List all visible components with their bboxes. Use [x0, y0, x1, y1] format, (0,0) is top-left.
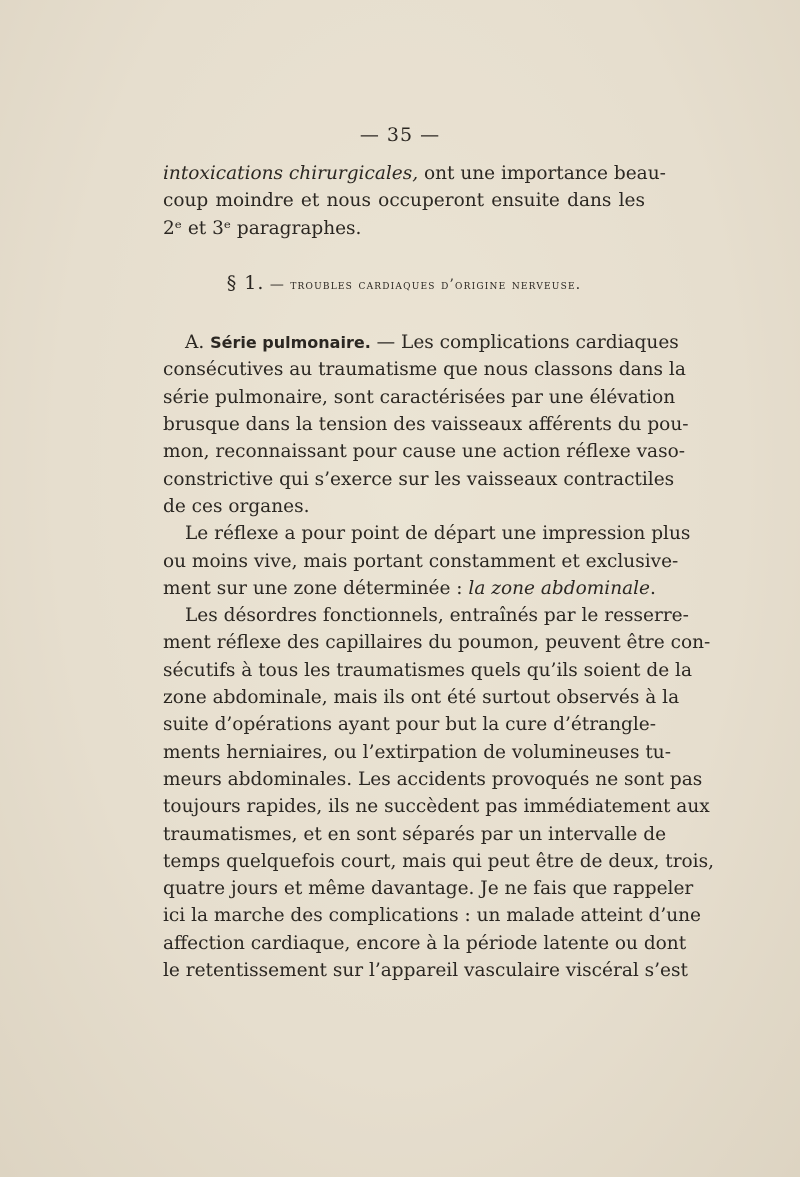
text-line: série pulmonaire, sont caractérisées par une élévation — [163, 386, 676, 408]
text-line: le retentissement sur l’appareil vasculaire viscéral s’est — [163, 960, 688, 982]
text-line: sécutifs à tous les traumatismes quels qu’ils soient de la — [163, 659, 692, 681]
paragraph — [163, 520, 691, 602]
text-line: zone abdominale, mais ils ont été surtout observés à la — [163, 687, 680, 709]
text-line: traumatismes, et en sont séparés par un intervalle de — [163, 823, 667, 845]
text-line: A. Série pulmonaire. — Les complications cardiaques — [185, 332, 679, 354]
text-line: 2ᵉ et 3ᵉ paragraphes. — [163, 217, 362, 239]
section-title: troubles cardiaques d’origine nerveuse. — [290, 276, 582, 293]
text-line: Le réflexe a pour point de départ une impression plus — [185, 523, 691, 545]
page-number: — 35 — — [359, 124, 441, 146]
text-line: ment sur une zone déterminée : la zone abdominale. — [163, 577, 656, 599]
text-line: quatre jours et même davantage. Je ne fais que rappeler — [163, 878, 694, 900]
text-line: ici la marche des complications : un malade atteint d’une — [163, 905, 701, 927]
text-line: ou moins vive, mais portant constamment et exclusive- — [163, 550, 679, 572]
text-line: meurs abdominales. Les accidents provoqués ne sont pas — [163, 768, 703, 790]
text-line: brusque dans la tension des vaisseaux afférents du pou- — [163, 414, 689, 436]
body-text — [163, 160, 714, 984]
text-line: coup moindre et nous occuperont ensuite dans les — [163, 190, 645, 212]
text-line: affection cardiaque, encore à la période latente ou dont — [163, 932, 687, 954]
text-line: suite d’opérations ayant pour but la cure d’étrangle- — [163, 714, 656, 736]
text-line: toujours rapides, ils ne succèdent pas immédiatement aux — [163, 796, 710, 818]
italic-text: intoxications chirurgicales, — [163, 163, 419, 184]
text-line: de ces organes. — [163, 495, 310, 517]
section-heading: § 1. — troubles cardiaques d’origine nerveuse. — [226, 271, 582, 294]
paragraph-continuation — [163, 160, 666, 242]
text-line: constrictive qui s’exerce sur les vaisseaux contractiles — [163, 468, 675, 490]
text-line: temps quelquefois court, mais qui peut être de deux, trois, — [163, 850, 714, 872]
text-line: ments herniaires, ou l’extirpation de volumineuses tu- — [163, 741, 671, 763]
text-line: consécutives au traumatisme que nous classons dans la — [163, 359, 686, 381]
text-line: intoxications chirurgicales, ont une importance beau- — [163, 163, 666, 184]
text-line: mon, reconnaissant pour cause une action réflexe vaso- — [163, 441, 685, 463]
paragraph — [163, 329, 689, 520]
subsection-title: Série pulmonaire. — [210, 333, 371, 353]
paragraph — [163, 602, 714, 984]
text-line: Les désordres fonctionnels, entraînés par le resserre- — [185, 605, 689, 627]
text-line: ment réflexe des capillaires du poumon, peuvent être con- — [163, 632, 711, 654]
section-number: § 1. — [226, 271, 265, 294]
italic-text: la zone abdominale — [468, 577, 650, 599]
